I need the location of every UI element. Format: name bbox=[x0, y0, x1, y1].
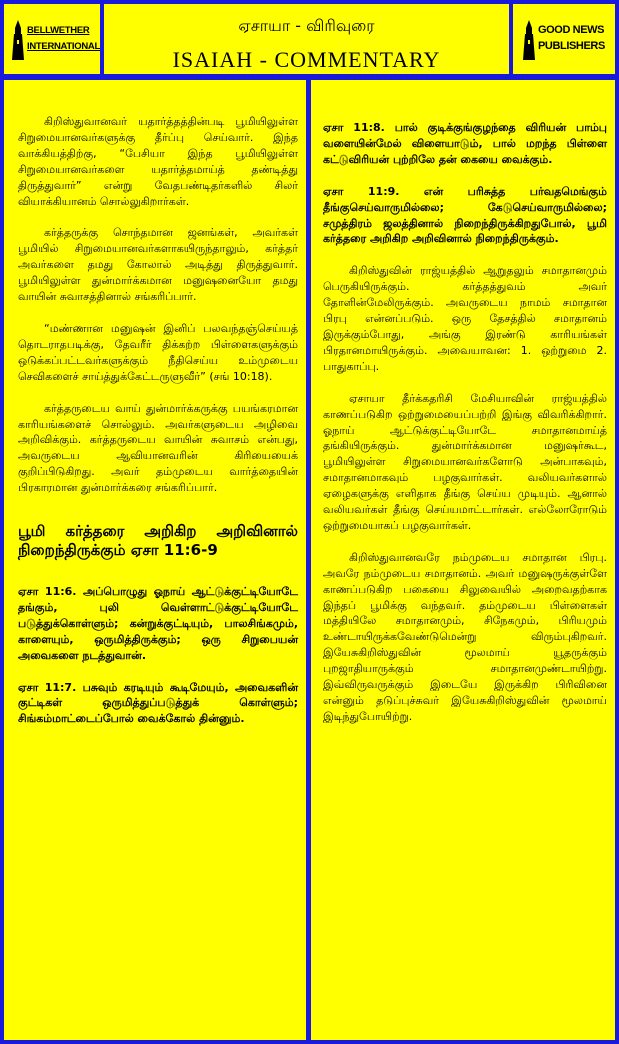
title-box bbox=[104, 4, 509, 74]
title-tamil: ஏசாயா - விரிவுரை bbox=[238, 16, 375, 35]
logo-line2: PUBLISHERS bbox=[538, 40, 605, 52]
paragraph: கர்த்தருடைய வாய் துன்மார்க்கருக்கு பயங்கரமான காரியங்களைச் சொல்லும். அவர்களுடைய அழிவை அறிவிக்கும். கர்த்தருடைய வாயின் சுவாசம் என்பது, அவருடைய ஆவியானவரின் கிரியையைக் குறிப்பிடுகிறது. அவர் தம்முடைய வார்த்தையின் பிரகாரமான துன்மார்க்கரை சங்கரிப்பார். bbox=[18, 401, 298, 495]
tower-icon bbox=[523, 20, 535, 60]
good-news-logo-box bbox=[513, 4, 615, 74]
paragraph: கிறிஸ்துவானவர் யதார்த்தத்தின்படி பூமியிலுள்ள சிறுமையானவர்களுக்கு தீர்ப்பு செய்வார். இந்த வாக்கியத்திற்கு, “பேசியா இந்த பூமியிலுள்ள சிறுமையானவர்களை யதார்த்தமாய்த் தண்டித்து திருத்துவார்” என்று வேதபண்டிதர்களில் சிலர் வியாக்கியானம் சொல்லுகிறார்கள். bbox=[18, 115, 298, 208]
section-heading: பூமி கர்த்தரை அறிகிற அறிவினால் நிறைந்திருக்கும் ஏசா 11:6-9 bbox=[18, 522, 298, 560]
left-column bbox=[4, 80, 306, 1040]
paragraph: ஏசாயா தீர்க்கதரிசி மேசியாவின் ராஜ்யத்தில் காணப்படுகிற ஒற்றுமையைப்பற்றி இங்கு விவரிக்கிறார். ஓநாய் ஆட்டுக்குட்டியோடே சமாதானமாய்த் தங்கியிருக்கும். துன்மார்க்கமான மனுஷர்கூட, பூமியிலுள்ள சிறுமையானவர்களோடு அன்பாகவும், சமாதானமாகவும் பழகுவார்கள். வலியவர்களால் ஏழைகளுக்கு எளிதாக தீங்கு செய்ய முடியும். ஆனால் வலியவர்கள் தீங்கு செய்யமாட்டார்கள். எல்லோரோடும் ஒற்றுமையாகப் பழகுவார்கள். bbox=[323, 391, 607, 532]
paragraph: கிறிஸ்துவானவரே நம்முடைய சமாதான பிரபு. அவரே நம்முடைய சமாதானம். அவர் மனுஷருக்குள்ளே காணப்படுகிற பகையை சிலுவையில் அறைவதற்காக இந்தப் பூமிக்கு வந்தவர். தம்முடைய பிள்ளைகள் மத்தியிலே சமாதானமும், சிநேகமும், பிரியமும் உண்டாயிருக்கவேண்டுமென்று விரும்புகிறவர். இயேசுகிறிஸ்துவின் மூலமாய் யூதருக்கும் புறஜாதியாருக்கும் சமாதானமுண்டாயிற்று. இவ்விருவருக்கும் இடையே இருக்கிற பிரிவினை என்னும் தடுப்புச்சுவர் இயேசுகிறிஸ்துவின் மூலமாய் இடிந்துபோயிற்று. bbox=[323, 550, 607, 723]
title-english: ISAIAH - COMMENTARY bbox=[172, 47, 441, 72]
verse-11-7: ஏசா 11:7. பசுவும் கரடியும் கூடிமேயும், அவைகளின் குட்டிகள் ஒருமித்துப்படுத்துக் கொள்ளும்; சிங்கம்மாட்டைப்போல் வைக்கோல் தின்னும். bbox=[18, 680, 298, 726]
paragraph: கர்த்தருக்கு சொந்தமான ஜனங்கள், அவர்கள் பூமியில் சிறுமையானவர்களாகயிருந்தாலும், கர்த்தர் அவர்களை தமது கோலால் அடித்து திருத்துவார். பூமியிலுள்ள துன்மார்க்கமான மனுஷனையோ தமது வாயின் சுவாசத்தினால் சங்கரிப்பார். bbox=[18, 226, 298, 304]
right-column bbox=[311, 80, 615, 1040]
verse-11-6: ஏசா 11:6. அப்பொழுது ஓநாய் ஆட்டுக்குட்டியோடே தங்கும், புலி வெள்ளாட்டுக்குட்டியோடே படுத்துக்கொள்ளும்; கன்றுக்குட்டியும், பாலசிங்கமும், காளையும், ஒருமித்திருக்கும்; ஒரு சிறுபையன் அவைகளை நடத்துவான். bbox=[18, 585, 298, 662]
logo-line2: INTERNATIONAL bbox=[27, 41, 100, 52]
good-news-logo bbox=[519, 18, 611, 62]
bellwether-logo bbox=[10, 18, 98, 62]
logo-line1: GOOD NEWS bbox=[538, 24, 605, 36]
tower-icon bbox=[12, 20, 24, 60]
verse-11-8: ஏசா 11:8. பால் குடிக்குங்குழந்தை விரியன் பாம்பு வளையின்மேல் விளையாடும், பால் மறந்த பிள்ளை கட்டுவிரியன் புற்றிலே தன் கையை வைக்கும். bbox=[323, 121, 607, 166]
logo-line1: BELLWETHER bbox=[27, 25, 90, 36]
paragraph: கிறிஸ்துவின் ராஜ்யத்தில் ஆறுதலும் சமாதானமும் பெருகியிருக்கும். கர்த்தத்துவம் அவர் தோளின்மேலிருக்கும். அவருடைய நாமம் சமாதான பிரபு என்னப்படும். ஒரு தேசத்தில் சமாதானம் இருக்கும்போது, அங்கு இரண்டு காரியங்கள் பிரதானமாயிருக்கும். அவையாவன: 1. ஒற்றுமை 2. பாதுகாப்பு. bbox=[323, 264, 607, 373]
quote-paragraph: “மண்ணான மனுஷன் இனிப் பலவந்தஞ்செய்யத் தொடராதபடிக்கு, தேவரீர் திக்கற்ற பிள்ளைகளுக்கும் ஒடுக்கப்பட்டவர்களுக்கும் நீதிசெய்ய உம்முடைய செவிகளைச் சாய்த்துக்கேட்டருளுவீர்” (சங் 10:18). bbox=[18, 321, 298, 383]
verse-11-9: ஏசா 11:9. என் பரிசுத்த பர்வதமெங்கும் தீங்குசெய்வாருமில்லை; கேடுசெய்வாருமில்லை; சமுத்திரம் ஜலத்தினால் நிறைந்திருக்கிறதுபோல், பூமி கர்த்தரை அறிகிற அறிவினால் நிறைந்திருக்கும். bbox=[323, 184, 607, 246]
bellwether-logo-box bbox=[4, 4, 100, 74]
